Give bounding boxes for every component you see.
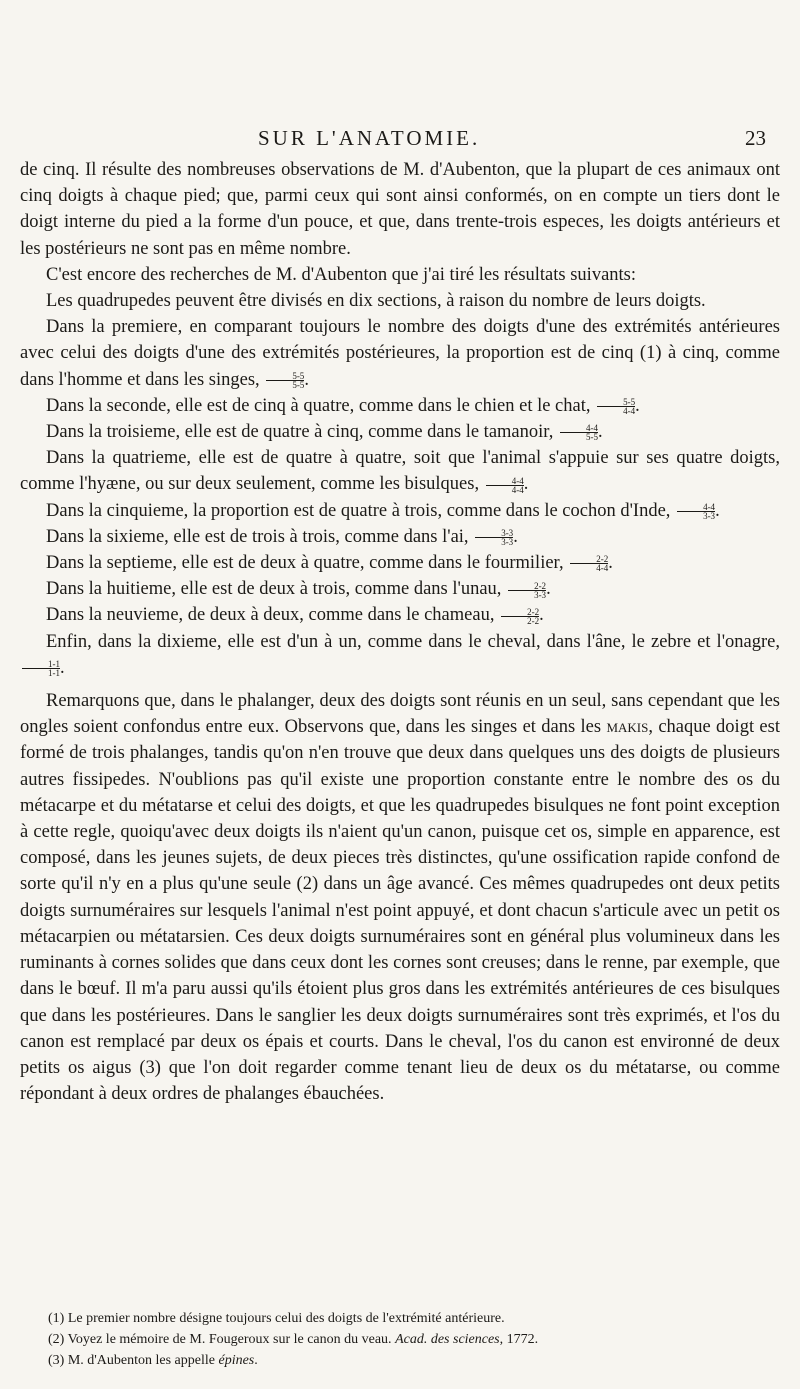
small-caps-term: makis [606,717,649,738]
paragraph: Dans la premiere, en comparant toujours le nombre des doigts d'une des extrémités antérieures avec celui des doigts d'une des extrémités postérieures, la proportion est de cinq (1) à cinq, comme dans l'homme et dans les singes, $\frac{5-5}{5-5}$ . [20,317,780,390]
digit-ratio: $\frac{1-1}{1-1}$ [22,660,60,677]
footnote-2: (2) Voyez le mémoire de M. Fougeroux sur le canon du veau. Acad. des sciences, 1772. [48,1332,539,1347]
digit-ratio: $\frac{4-4}{5-5}$ [560,424,598,441]
footnote-1: (1) Le premier nombre désigne toujours celui des doigts de l'extrémité antérieure. [48,1311,505,1326]
body-text [20,157,780,1107]
paragraph: Les quadrupedes peuvent être divisés en dix sections, à raison du nombre de leurs doigts. [46,291,706,312]
footnotes [48,1308,768,1371]
paragraph: Dans la septieme, elle est de deux à quatre, comme dans le fourmilier, $\frac{2-2}{4-4}$ . [46,553,613,574]
digit-ratio: $\frac{2-2}{4-4}$ [570,555,608,572]
footnote-3: (3) M. d'Aubenton les appelle épines. [48,1353,258,1368]
paragraph: Dans la cinquieme, la proportion est de quatre à trois, comme dans le cochon d'Inde, $\frac{4-4}{3-3}$ . [46,500,720,521]
page-number: 23 [745,126,766,150]
digit-ratio: $\frac{3-3}{3-3}$ [475,529,513,546]
paragraph: Dans la sixieme, elle est de trois à trois, comme dans l'ai, $\frac{3-3}{3-3}$ . [46,526,518,548]
digit-ratio: $\frac{5-5}{5-5}$ [266,372,304,389]
paragraph: Dans la seconde, elle est de cinq à quatre, comme dans le chien et le chat, $\frac{5-5}{4-4}$ . [46,395,640,417]
paragraph: Enfin, dans la dixieme, elle est d'un à un, comme dans le cheval, dans l'âne, le zebre et l'onagre, $\frac{1-1}{1-1}$ . [20,629,780,681]
digit-ratio: $\frac{5-5}{4-4}$ [597,398,635,415]
digit-ratio: $\frac{2-2}{2-2}$ [501,608,539,625]
paragraph: Dans la neuvieme, de deux à deux, comme dans le chameau, $\frac{2-2}{2-2}$ . [46,605,544,626]
page-header [0,124,800,154]
paragraph: Remarquons que, dans le phalanger, deux des doigts sont réunis en un seul, sans cependant que les ongles soient confondus entre eux. Observons que, dans les singes et dans les makis, chaque doigt est formé de trois phalanges, tandis qu'on n'en trouve que deux dans quelques uns des doigts de plusieurs autres fissipedes. N'oublions pas qu'il existe une proportion constante entre le nombre des os du métacarpe et du métatarse et celui des doigts, et que les quadrupedes bisulques ne font point exception à cette regle, quoiqu'avec deux doigts ils n'aient qu'un canon, puisque cet os, simple en apparence, est composé, dans les jeunes sujets, de deux pieces très distinctes, qu'une ossification rapide confond de sorte qu'il n'y en a plus qu'une seule (2) dans un âge avancé. Ces mêmes quadrupedes ont deux petits doigts surnuméraires sur lesquels l'animal n'est point appuyé, et dont chacun s'articule avec un petit os métacarpien ou métatarsien. Ces deux doigts surnuméraires sont en général plus volumineux dans les ruminants à cornes solides que dans ceux dont les cornes sont creuses; dans le renne, par exemple, que dans le bœuf. Il m'a paru aussi qu'ils étoient plus gros dans les extrémités antérieures de ces bisulques que dans les postérieures. Dans le sanglier les deux doigts surnuméraires sont très exprimés, et l'os du canon est remplacé par deux os épais et courts. Dans le cheval, l'os du canon est environné de deux petits os aigus (3) que l'on doit regarder comme tenant lieu de deux os du métatarse, ou comme répondant à deux ordres de phalanges ébauchées. [20,691,780,1105]
digit-ratio: $\frac{4-4}{3-3}$ [677,503,715,520]
digit-ratio: $\frac{4-4}{4-4}$ [486,477,524,494]
running-title: SUR L'ANATOMIE. [258,126,481,150]
paragraph: C'est encore des recherches de M. d'Aubenton que j'ai tiré les résultats suivants: [46,264,637,285]
paragraph: Dans la quatrieme, elle est de quatre à quatre, soit que l'animal s'appuie sur ses quatre doigts, comme l'hyæne, ou sur deux seulement, comme les bisulques, $\frac{4-4}{4-4}$ . [20,448,780,495]
digit-ratio: $\frac{2-2}{3-3}$ [508,582,546,599]
paragraph: de cinq. Il résulte des nombreuses observations de M. d'Aubenton, que la plupart de ces animaux ont cinq doigts à chaque pied; que, parmi ceux qui sont ainsi conformés, on en compte un tiers dont le doigt interne du pied a la forme d'un pouce, et que, dans trente-trois especes, les doigts antérieurs et les postérieurs ne sont pas en même nombre. [20,160,780,259]
paragraph: Dans la huitieme, elle est de deux à trois, comme dans l'unau, $\frac{2-2}{3-3}$ . [46,579,551,600]
paragraph: Dans la troisieme, elle est de quatre à cinq, comme dans le tamanoir, $\frac{4-4}{5-5}$ . [46,422,603,443]
